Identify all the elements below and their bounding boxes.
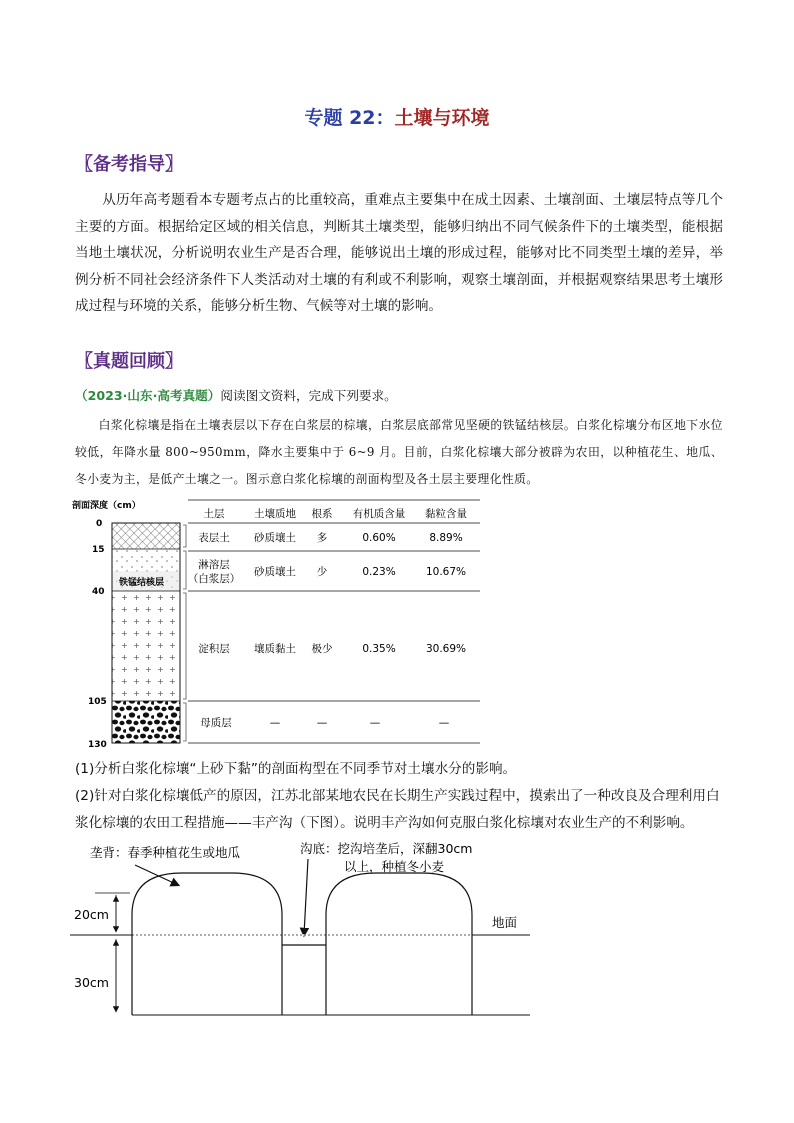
source-instruction: 阅读图文资料，完成下列要求。	[220, 388, 397, 403]
section-guide-heading: 〖备考指导〗	[75, 154, 183, 175]
row-organic: 0.60%	[362, 532, 396, 544]
row-texture: 壤质黏土	[254, 643, 296, 655]
row-clay: —	[438, 717, 450, 729]
row-organic: 0.35%	[362, 643, 396, 655]
ditch-label-line2: 以上，种植冬小麦	[344, 859, 445, 874]
nodule-label: 铁锰结核层	[119, 578, 165, 588]
depth-axis-label: 剖面深度（cm）	[72, 501, 141, 511]
row-clay: 8.89%	[429, 532, 463, 544]
depth-tick-40: 40	[92, 587, 105, 597]
ground-label: 地面	[492, 915, 518, 930]
ridge-right	[326, 873, 472, 1015]
ridge-label: 垄背：春季种植花生或地瓜	[90, 845, 241, 860]
row-roots: 少	[316, 566, 328, 578]
layer-parent	[112, 701, 180, 743]
question-2: (2)针对白浆化棕壤低产的原因，江苏北部某地农民在长期生产实践过程中，摸索出了一种改良及合理利用白浆化棕壤的农田工程措施——丰产沟（下图）。说明丰产沟如何克服白浆化棕壤对农业生产的不利影响。	[75, 788, 720, 831]
table-row	[198, 642, 466, 655]
table-header-texture: 土壤质地	[254, 508, 296, 520]
row-texture: 砂质壤土	[254, 532, 296, 544]
layer-illuvial	[112, 591, 180, 701]
question-1: (1)分析白浆化棕壤“上砂下黏”的剖面构型在不同季节对土壤水分的影响。	[75, 761, 517, 777]
row-clay: 30.69%	[425, 643, 467, 655]
page-title	[0, 103, 794, 130]
row-roots: 极少	[311, 643, 333, 655]
row-layer: 淀积层	[198, 643, 230, 655]
source-tag: （2023·山东·高考真题）	[75, 388, 221, 403]
table-row	[200, 716, 449, 729]
title-prefix: 专题 22：	[304, 107, 395, 129]
ridge-left	[132, 873, 282, 1015]
table-row	[188, 558, 466, 585]
table-header-layer: 土层	[203, 508, 225, 520]
height-lower-label: 30cm	[74, 975, 109, 990]
row-organic: 0.23%	[362, 566, 396, 578]
material-paragraph: 白浆化棕壤是指在土壤表层以下存在白浆层的棕壤，白浆层底部常见坚硬的铁锰结核层。白浆化棕壤分布区地下水位较低，年降水量 800~950mm，降水主要集中于 6~9 月。目前，白浆化棕壤大部分被辟为农田，以种植花生、地瓜、冬小麦为主，是低产土壤之一。图示意白浆化棕壤的剖面构型及各土层主要理化性质。	[75, 418, 723, 486]
depth-tick-130: 130	[88, 740, 107, 750]
row-layer: 表层土	[198, 532, 230, 544]
guide-paragraph: 从历年高考题看本专题考点占的比重较高，重难点主要集中在成土因素、土壤剖面、土壤层特点等几个主要的方面。根据给定区域的相关信息，判断其土壤类型，能够归纳出不同气候条件下的土壤类型，能根据当地土壤状况，分析说明农业生产是否合理，能够说出土壤的形成过程，能够对比不同类型土壤的差异，举例分析不同社会经济条件下人类活动对土壤的有利或不利影响，观察土壤剖面，并根据观察结果思考土壤形成过程与环境的关系，能够分析生物、气候等对土壤的影响。	[75, 192, 723, 314]
row-texture: —	[269, 717, 281, 729]
ditch-diagram	[60, 835, 550, 1025]
soil-profile-figure	[70, 495, 490, 750]
table-header-organic: 有机质含量	[352, 508, 406, 520]
title-main: 土壤与环境	[394, 107, 490, 129]
ditch-label-line1: 沟底：挖沟培垄后，深翻30cm	[300, 841, 473, 856]
row-layer: 淋溶层	[198, 559, 230, 571]
table-header-clay: 黏粒含量	[425, 508, 467, 520]
section-review-heading: 〖真题回顾〗	[75, 351, 183, 372]
height-upper-label: 20cm	[74, 907, 109, 922]
table-header-roots: 根系	[311, 508, 333, 520]
row-clay: 10.67%	[425, 566, 467, 578]
row-texture: 砂质壤土	[254, 566, 296, 578]
row-layer: 母质层	[200, 717, 232, 729]
depth-tick-0: 0	[96, 519, 103, 529]
table-row	[198, 531, 462, 544]
depth-tick-105: 105	[88, 697, 107, 707]
row-roots: —	[316, 717, 328, 729]
depth-tick-15: 15	[92, 545, 105, 555]
row-layer-sub: （白浆层）	[187, 573, 241, 585]
question-source	[75, 385, 397, 404]
row-organic: —	[369, 717, 381, 729]
row-roots: 多	[316, 532, 328, 544]
